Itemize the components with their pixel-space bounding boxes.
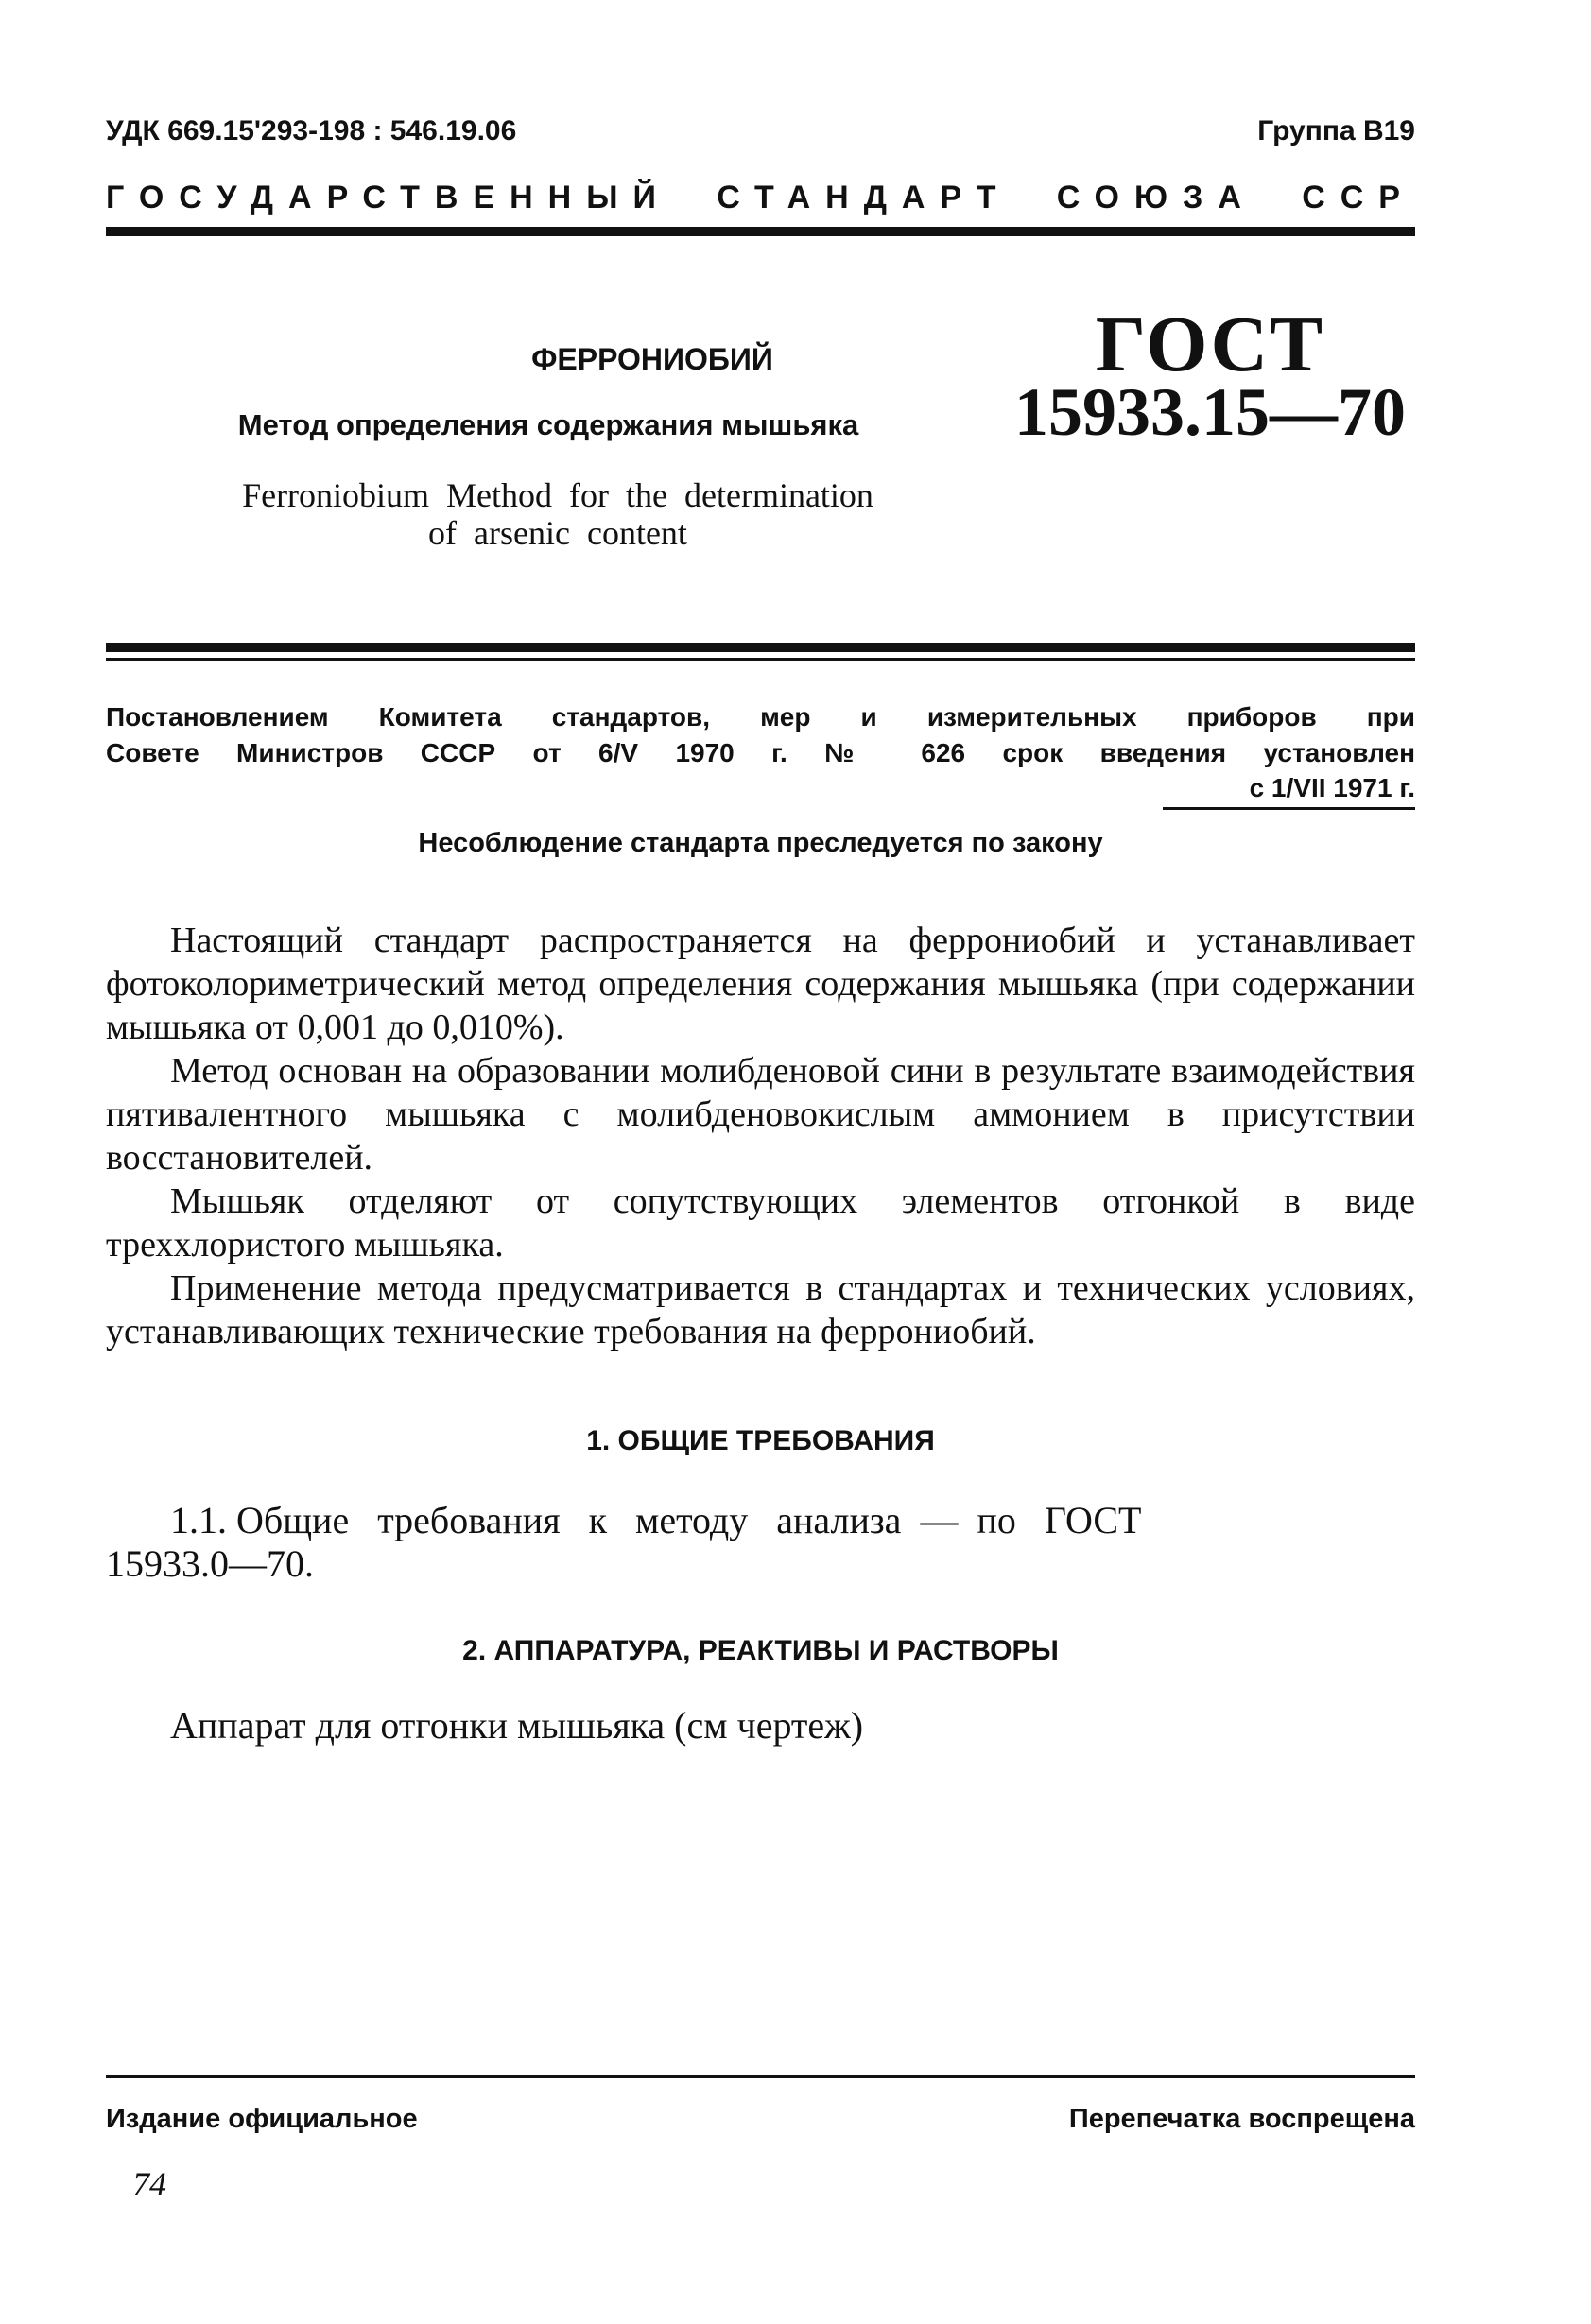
- item-1-1-line2: 15933.0—70.: [106, 1542, 314, 1585]
- gost-number: 15933.15—70: [1014, 374, 1406, 450]
- section-2-heading: 2. АППАРАТУРА, РЕАКТИВЫ И РАСТВОРЫ: [462, 1635, 1059, 1666]
- intro-paragraph-3: Мышьяк отделяют от сопутствующих элементов отгонкой в виде треххлористого мышьяка.: [106, 1181, 1415, 1265]
- intro-paragraph-2: Метод основан на образовании молибденовой сини в результате взаимодействия пятивалентного мышьяка с молибденовокислым аммонием в присутствии восстановителей.: [106, 1051, 1415, 1178]
- group-code: Группа В19: [1257, 115, 1415, 146]
- reprint-prohibited: Перепечатка воспрещена: [1068, 2104, 1415, 2134]
- top-rule: [106, 227, 1415, 236]
- item-1-1: [106, 1499, 1415, 1586]
- intro-paragraph-4: Применение метода предусматривается в стандартах и технических условиях, устанавливающих технические требования на феррониобий.: [106, 1268, 1415, 1351]
- intro-paragraph-1: Настоящий стандарт распространяется на феррониобий и устанавливает фотоколориметрический метод определения содержания мышьяка (при содержании мышьяка от 0,001 до 0,010%).: [106, 921, 1415, 1047]
- method-title-en-line2: of arsenic content: [428, 514, 687, 552]
- banner-word-1: ГОСУДАРСТВЕННЫЙ: [106, 180, 671, 215]
- banner-word-3: СОЮЗА: [1056, 180, 1256, 215]
- udk-code: УДК 669.15'293-198 : 546.19.06: [106, 115, 517, 146]
- item-1-1-line1: 1.1. Общие требования к методу анализа — по ГОСТ: [170, 1499, 1142, 1541]
- decree-text: [106, 699, 1415, 771]
- decree-effective-date: с 1/VII 1971 г.: [1163, 773, 1415, 810]
- method-title-en: [180, 476, 936, 552]
- mid-rule-thin: [106, 658, 1415, 661]
- decree-line-2: Совете Министров СССР от 6/V 1970 г. № 626 срок введения установлен: [106, 738, 1415, 767]
- state-standard-banner: [106, 180, 1415, 216]
- banner-word-2: СТАНДАРТ: [717, 180, 1012, 215]
- intro-text: [106, 919, 1415, 1353]
- method-title-en-line1: Ferroniobium Method for the determination: [242, 476, 873, 514]
- gost-label: ГОСТ: [1095, 301, 1325, 388]
- footer-rule: [106, 2075, 1415, 2078]
- product-name: ФЕРРОНИОБИЙ: [531, 342, 773, 376]
- decree-line-1: Постановлением Комитета стандартов, мер и измерительных приборов при: [106, 702, 1415, 732]
- apparatus-text: Аппарат для отгонки мышьяка (см чертеж): [170, 1704, 864, 1747]
- section-1-heading: 1. ОБЩИЕ ТРЕБОВАНИЯ: [586, 1425, 935, 1456]
- banner-word-4: ССР: [1302, 180, 1415, 215]
- method-title-ru: Метод определения содержания мышьяка: [237, 408, 859, 441]
- law-notice: Несоблюдение стандарта преследуется по закону: [418, 828, 1103, 858]
- official-edition: Издание официальное: [106, 2104, 418, 2134]
- page-number: 74: [132, 2165, 166, 2203]
- mid-rule-thick: [106, 643, 1415, 652]
